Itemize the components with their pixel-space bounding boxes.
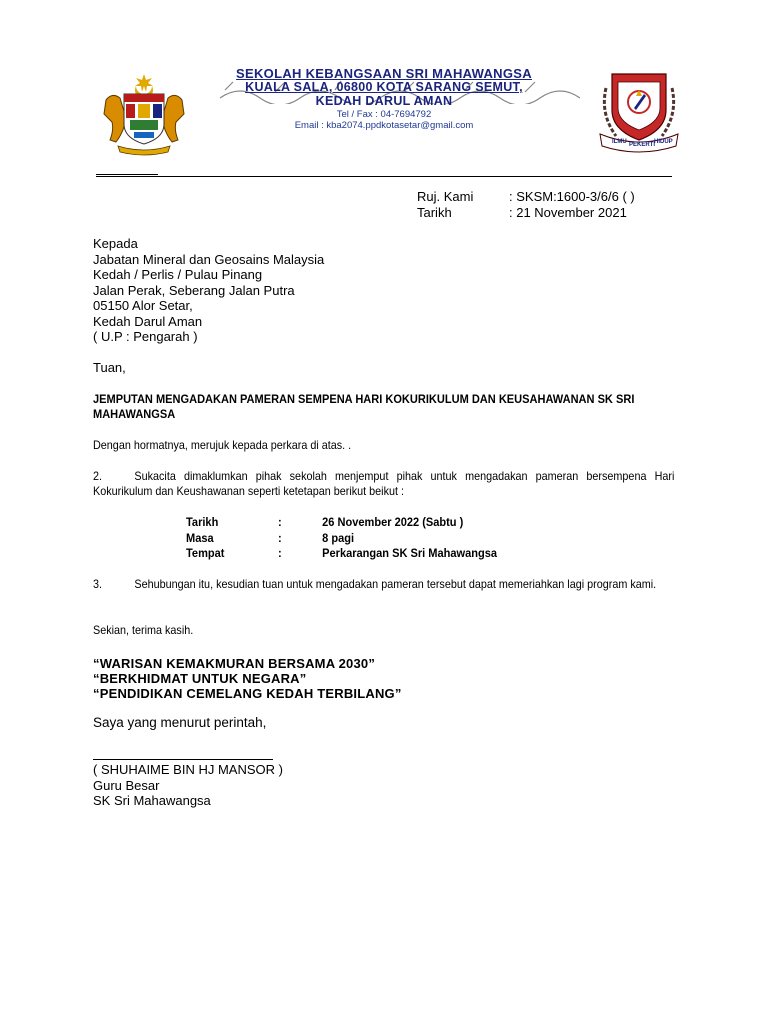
detail-value: 8 pagi [322,530,355,545]
recipient-line: 05150 Alor Setar, [93,298,193,313]
crest-motto-hidup: HIDUP [654,139,673,145]
date-row [417,205,627,220]
recipient-line: Jabatan Mineral dan Geosains Malaysia [93,251,325,267]
detail-row-date [186,515,497,531]
signatory-name: ( SHUHAIME BIN HJ MANSOR ) [93,762,283,777]
signature-intro: Saya yang menurut perintah, [93,715,267,730]
date-label: Tarikh [417,205,452,220]
detail-row-place [186,546,497,562]
crest-motto-ilmu: ILMU [612,139,627,145]
motto-line: “BERKHIDMAT UNTUK NEGARA” [93,671,307,686]
closing: Sekian, terima kasih. [93,623,194,637]
signatory-org: SK Sri Mahawangsa [93,793,211,808]
paragraph-3-text: Sehubungan itu, kesudian tuan untuk mengadakan pameran tersebut dapat memeriahkan lagi program kami. [134,577,657,591]
detail-row-time [186,531,497,547]
header-rule-accent [96,174,158,175]
ruj-value: : SKSM:1600-3/6/6 ( ) [509,189,635,204]
school-address: KUALA SALA, 06800 KOTA SARANG SEMUT, [245,80,523,94]
paragraph-3-number: 3. [93,577,103,591]
motto-line: “PENDIDIKAN CEMELANG KEDAH TERBILANG” [93,686,402,701]
recipient-address [93,236,324,345]
reference-row [417,189,635,204]
crest-motto-pekerti: PEKERTI [629,142,656,148]
signature-line [93,759,273,760]
detail-sep: : [278,546,282,560]
school-email: Email : kba2074.ppdkotasetar@gmail.com [294,120,474,131]
signatory-title: Guru Besar [93,777,160,793]
school-name: SEKOLAH KEBANGSAAN SRI MAHAWANGSA [236,66,532,81]
recipient-line: Kedah / Perlis / Pulau Pinang [93,267,263,282]
school-phone: Tel / Fax : 04-7694792 [336,109,432,120]
recipient-line: Kepada [93,236,138,251]
paragraph-2-text: Sukacita dimaklumkan pihak sekolah menjemput pihak untuk mengadakan pameran bersempena Hari Kokurikulum dan Keushawanan seperti ketetapan berikut beikut : [93,469,675,498]
mottos [93,656,402,701]
ruj-label: Ruj. Kami [417,189,474,204]
detail-label: Tempat [186,546,225,560]
header-divider [96,176,672,177]
motto-line: “WARISAN KEMAKMURAN BERSAMA 2030” [93,656,376,671]
signature-block [93,762,283,809]
detail-sep: : [278,515,282,529]
recipient-line: Jalan Perak, Seberang Jalan Putra [93,282,295,298]
salutation: Tuan, [93,360,126,375]
event-details [186,515,497,562]
date-value: : 21 November 2021 [509,205,627,220]
paragraph-3 [93,577,674,592]
detail-value: Perkarangan SK Sri Mahawangsa [322,546,498,560]
detail-label: Masa [186,530,214,545]
paragraph-2 [93,469,674,499]
paragraph-2-number: 2. [93,469,103,483]
letter-subject: JEMPUTAN MENGADAKAN PAMERAN SEMPENA HARI KOKURIKULUM DAN KEUSAHAWANAN SK SRI MAHAWANGSA [93,392,635,421]
detail-label: Tarikh [186,515,219,529]
paragraph-1: Dengan hormatnya, merujuk kepada perkara di atas. . [93,438,352,452]
recipient-line: Kedah Darul Aman [93,313,203,329]
recipient-line: ( U.P : Pengarah ) [93,329,198,344]
detail-sep: : [278,530,282,545]
detail-value: 26 November 2022 (Sabtu ) [322,515,464,529]
school-state: KEDAH DARUL AMAN [315,94,453,108]
